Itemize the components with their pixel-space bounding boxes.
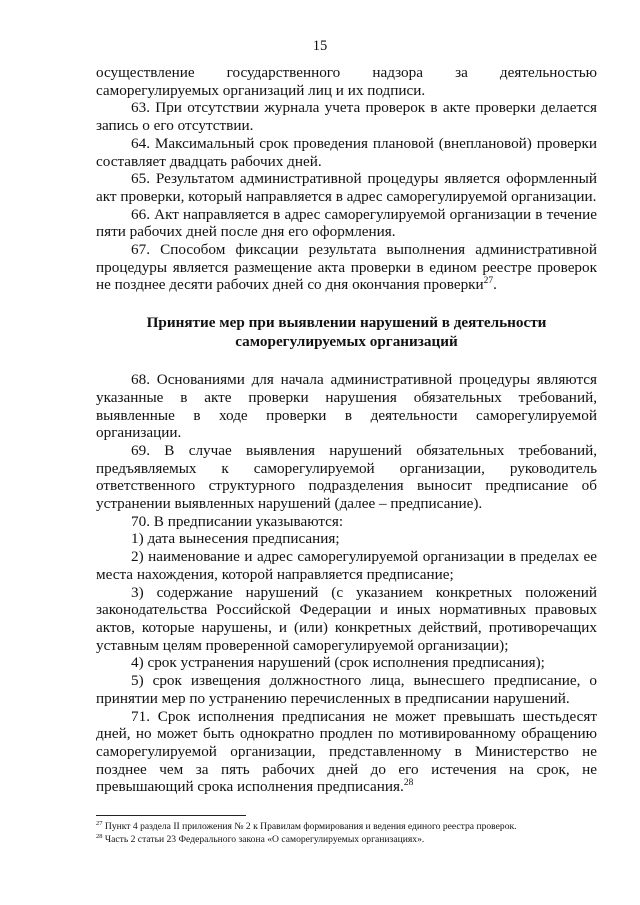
paragraph <box>96 584 597 655</box>
paragraph <box>96 708 597 797</box>
paragraph-text: 2) наименование и адрес саморегулируемой организации в пределах ее места нахождения, которой направляется предписание; <box>96 548 597 583</box>
paragraph-text: 63. При отсутствии журнала учета проверок в акте проверки делается запись о его отсутствии. <box>96 99 597 135</box>
paragraph-text: 4) срок устранения нарушений (срок исполнения предписания); <box>131 654 545 672</box>
paragraph-text: 1) дата вынесения предписания; <box>131 530 340 548</box>
body-text <box>96 64 597 796</box>
paragraph-tail: . <box>493 276 497 294</box>
paragraph-text: 3) содержание нарушений (с указанием конкретных положений законодательства Российской Федерации и иных нормативных правовых актов, которые нарушены, и (или) конкретных действий, противоречащих уставным целям проверенной саморегулируемой организации); <box>96 583 597 654</box>
paragraph-text: 70. В предписании указываются: <box>131 512 344 530</box>
paragraph-text: 67. Способом фиксации результата выполнения административной процедуры является размещение акта проверки в едином реестре проверок не позднее десяти рабочих дней со дня окончания проверки <box>96 241 597 294</box>
footnote-ref: 28 <box>403 778 414 789</box>
paragraph-text: 64. Максимальный срок проведения плановой (внеплановой) проверки составляет двадцать рабочих дней. <box>96 134 597 170</box>
paragraph-text: осуществление государственного надзора за деятельностью саморегулируемых организаций лиц и их подписи. <box>96 64 597 99</box>
footnote <box>96 821 596 834</box>
paragraph <box>96 135 597 170</box>
paragraph-text: 65. Результатом административной процедуры является оформленный акт проверки, который направляется в адрес саморегулируемой организации. <box>96 170 597 205</box>
footnote-mark: 28 <box>96 832 103 840</box>
footnote-ref: 27 <box>483 276 494 287</box>
paragraph <box>96 99 597 134</box>
paragraph-text: 5) срок извещения должностного лица, вынесшего предписание, о принятии мер по устранению перечисленных в предписании нарушений. <box>96 672 597 707</box>
footnote <box>96 834 596 847</box>
paragraph-text: 66. Акт направляется в адрес саморегулируемой организации в течение пяти рабочих дней после дня его оформления. <box>96 205 597 241</box>
footnote-mark: 27 <box>96 819 103 827</box>
paragraph <box>96 513 597 531</box>
paragraph <box>96 530 597 548</box>
paragraph <box>96 442 597 513</box>
section-heading <box>96 314 597 351</box>
footnote-text: Пункт 4 раздела II приложения № 2 к Правилам формирования и ведения единого реестра проверок. <box>102 821 517 832</box>
paragraph <box>96 672 597 707</box>
paragraph <box>96 548 597 583</box>
paragraph-text: 68. Основаниями для начала административной процедуры являются указанные в акте проверки нарушения обязательных требований, выявленные в ходе проверки в деятельности саморегулируемой организации. <box>96 371 597 442</box>
paragraph-text: Принятие мер при выявлении нарушений в деятельности саморегулируемых организаций <box>146 314 547 350</box>
paragraph-text: 69. В случае выявления нарушений обязательных требований, предъявляемых к саморегулируемой организации, руководитель ответственного структурного подразделения выносит предписание об устранении выявленных нарушений (далее – предписание). <box>96 441 597 513</box>
paragraph <box>96 206 597 241</box>
footnote-text: Часть 2 статьи 23 Федерального закона «О саморегулируемых организациях». <box>102 833 425 845</box>
paragraph-continuation <box>96 64 597 99</box>
paragraph <box>96 241 597 294</box>
paragraph-text: 71. Срок исполнения предписания не может превышать шестьдесят дней, но может быть однократно продлен по мотивированному обращению саморегулируемой организации, представленному в Министерство не позднее чем за пять рабочих дней до его истечения на срок, не превышающий срока исполнения предписания. <box>96 707 597 796</box>
paragraph <box>96 170 597 205</box>
paragraph <box>96 371 597 442</box>
page-number: 15 <box>312 38 328 54</box>
footnote-divider <box>96 815 246 816</box>
footnotes <box>96 821 596 846</box>
paragraph <box>96 654 597 672</box>
